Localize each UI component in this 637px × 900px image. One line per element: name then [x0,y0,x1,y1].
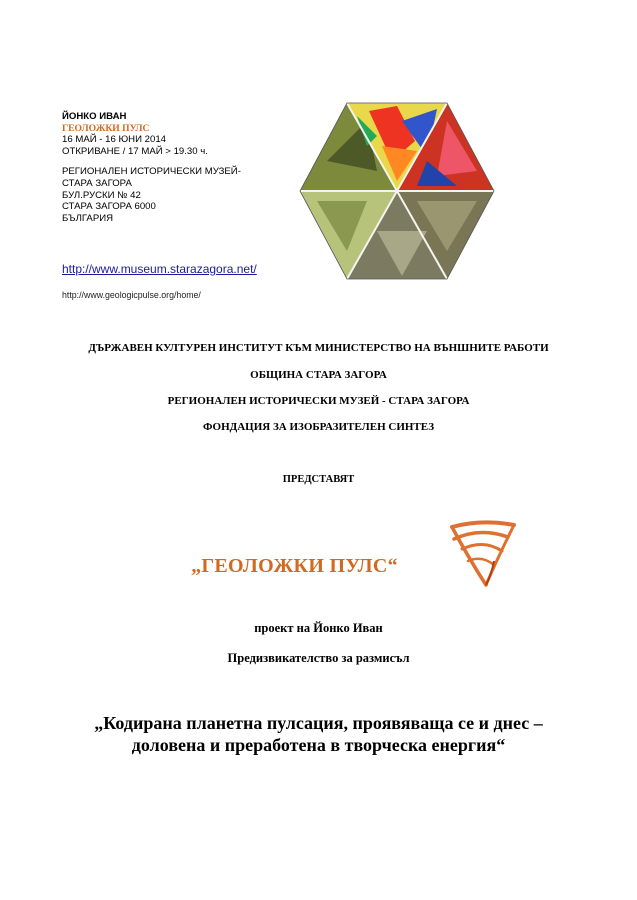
wave-triangle-logo-icon [446,517,520,589]
museum-name-line2: СТАРА ЗАГОРА [62,177,132,189]
city-address: СТАРА ЗАГОРА 6000 [62,201,156,213]
presents-label: ПРЕДСТАВЯТ [282,474,355,485]
main-title: „ГЕОЛОЖКИ ПУЛС“ [191,555,398,577]
event-title: ГЕОЛОЖКИ ПУЛС [62,122,150,134]
museum-link[interactable]: http://www.museum.starazagora.net/ [62,262,257,276]
artist-name: ЙОНКО ИВАН [62,111,127,122]
opening-info: ОТКРИВАНЕ / 17 МАЙ > 19.30 ч. [62,145,208,157]
museum-name-line1: РЕГИОНАЛЕН ИСТОРИЧЕСКИ МУЗЕЙ- [62,166,241,178]
country: БЪЛГАРИЯ [62,212,114,224]
provocation-line: Предизвикателство за размисъл [227,651,410,665]
exhibition-info [62,111,302,224]
organizer-2: ОБЩИНА СТАРА ЗАГОРА [250,369,387,381]
project-link[interactable]: http://www.geologicpulse.org/home/ [62,290,201,300]
quote-line-1: „Кодирана планетна пулсация, проявяваща се и днес – [94,713,543,733]
organizer-3: РЕГИОНАЛЕН ИСТОРИЧЕСКИ МУЗЕЙ - СТАРА ЗАГОРА [167,395,470,407]
organizer-1: ДЪРЖАВЕН КУЛТУРЕН ИНСТИТУТ КЪМ МИНИСТЕРСТВО НА ВЪНШНИТЕ РАБОТИ [88,342,549,354]
project-line: проект на Йонко Иван [254,621,383,635]
quote-line-2: доловена и преработена в творческа енергия“ [131,735,506,755]
hexagon-artwork-icon [297,101,497,281]
event-dates: 16 МАЙ - 16 ЮНИ 2014 [62,134,167,146]
organizer-4: ФОНДАЦИЯ ЗА ИЗОБРАЗИТЕЛЕН СИНТЕЗ [202,421,435,433]
street-address: БУЛ.РУСКИ № 42 [62,189,141,201]
